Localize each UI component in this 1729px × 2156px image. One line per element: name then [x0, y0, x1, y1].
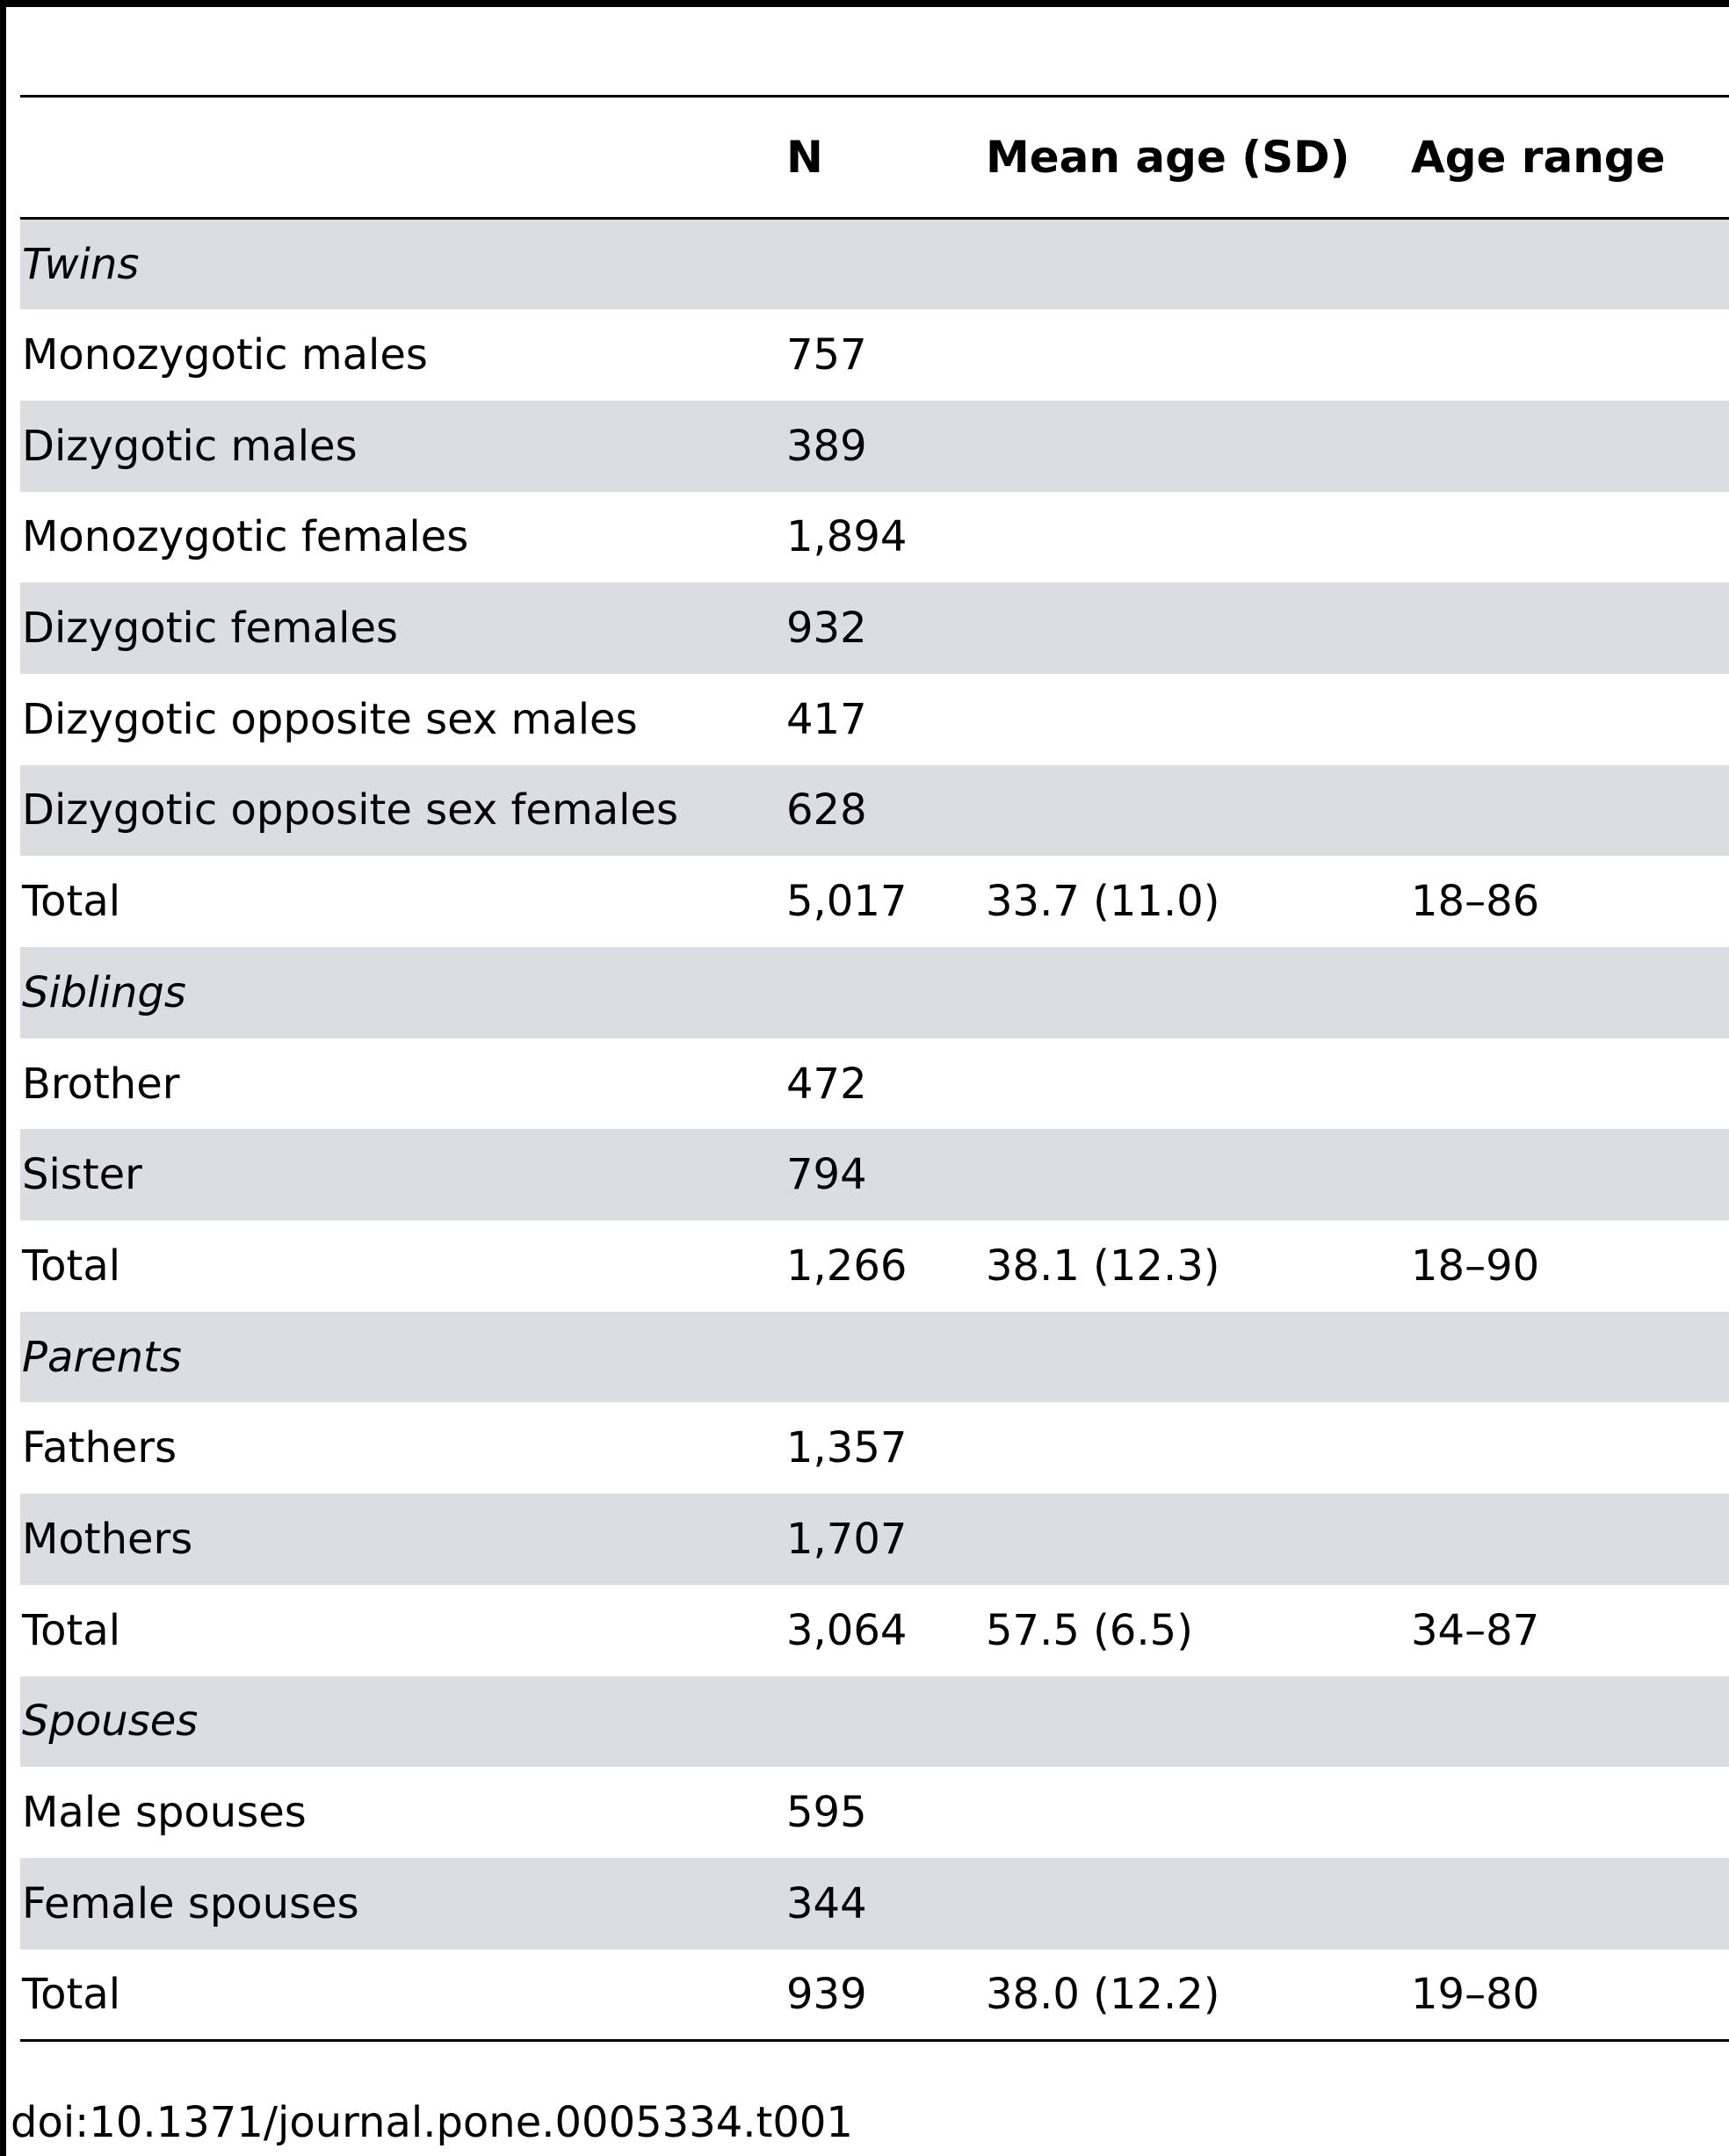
age-range-cell: [1411, 1676, 1729, 1768]
n-cell: 932: [786, 582, 986, 674]
table-row: [20, 1767, 1729, 1858]
n-cell: [786, 1676, 986, 1768]
n-cell: [786, 219, 986, 310]
age-range-cell: [1411, 1402, 1729, 1494]
header-label: [20, 97, 786, 219]
n-cell: 794: [786, 1129, 986, 1220]
row-label-cell: Dizygotic opposite sex females: [20, 765, 786, 857]
doi-caption: doi:10.1371/journal.pone.0005334.t001: [11, 2098, 853, 2147]
mean-age-cell: [986, 1038, 1411, 1130]
row-label-cell: Total: [20, 1950, 786, 2041]
mean-age-cell: [986, 1312, 1411, 1403]
age-range-cell: [1411, 1038, 1729, 1130]
mean-age-cell: [986, 309, 1411, 401]
table-group-row: [20, 1676, 1729, 1768]
table-row: [20, 401, 1729, 492]
group-label-cell: Parents: [20, 1312, 786, 1403]
table-row: [20, 1129, 1729, 1220]
table-total-row: [20, 1950, 1729, 2041]
mean-age-cell: [986, 1858, 1411, 1950]
top-rule: [0, 0, 1729, 7]
n-cell: 344: [786, 1858, 986, 1950]
age-range-cell: [1411, 1494, 1729, 1585]
group-label-cell: Twins: [20, 219, 786, 310]
table-row: [20, 1858, 1729, 1950]
age-range-cell: [1411, 219, 1729, 310]
mean-age-cell: [986, 765, 1411, 857]
mean-age-cell: [986, 1767, 1411, 1858]
age-range-cell: [1411, 947, 1729, 1038]
mean-age-cell: [986, 582, 1411, 674]
n-cell: 595: [786, 1788, 867, 1838]
age-range-cell: [1411, 765, 1729, 857]
age-range-cell: [1411, 1312, 1729, 1403]
mean-age-cell: [986, 1676, 1411, 1768]
age-range-cell: [1411, 401, 1729, 492]
age-range-cell: 18–86: [1411, 877, 1540, 927]
table-group-row: [20, 1312, 1729, 1403]
n-cell: 1,266: [786, 1241, 908, 1291]
table-group-row: [20, 219, 1729, 310]
mean-age-cell: [986, 674, 1411, 765]
table-group-row: [20, 947, 1729, 1038]
row-label-cell: Monozygotic females: [22, 512, 469, 562]
mean-age-cell: [986, 1129, 1411, 1220]
table-row: [20, 674, 1729, 765]
mean-age-cell: [986, 1494, 1411, 1585]
table-total-row: [20, 1585, 1729, 1676]
left-border-bar: [0, 0, 6, 2156]
header-age-range: Age range: [1411, 97, 1729, 219]
age-range-cell: [1411, 309, 1729, 401]
n-cell: 939: [786, 1950, 986, 2041]
row-label-cell: Total: [22, 1241, 121, 1291]
n-cell: 472: [786, 1059, 867, 1109]
table-row: [20, 1402, 1729, 1494]
table-row: [20, 1038, 1729, 1130]
row-label-cell: Female spouses: [20, 1858, 786, 1950]
table-row: [20, 492, 1729, 583]
mean-age-cell: 38.0 (12.2): [986, 1950, 1411, 2041]
table-body: [20, 219, 1729, 2041]
mean-age-cell: 33.7 (11.0): [986, 877, 1220, 927]
table-header-row: [20, 97, 1729, 219]
table-row: [20, 1494, 1729, 1585]
mean-age-cell: 57.5 (6.5): [986, 1605, 1193, 1655]
mean-age-cell: [986, 947, 1411, 1038]
n-cell: 1,707: [786, 1494, 986, 1585]
row-label-cell: Dizygotic opposite sex males: [22, 694, 638, 744]
age-range-cell: [1411, 674, 1729, 765]
age-range-cell: [1411, 1858, 1729, 1950]
age-range-cell: 18–90: [1411, 1241, 1540, 1291]
age-range-cell: [1411, 1767, 1729, 1858]
n-cell: 1,894: [786, 512, 908, 562]
age-range-cell: [1411, 492, 1729, 583]
mean-age-cell: [986, 492, 1411, 583]
table-total-row: [20, 856, 1729, 947]
n-cell: 3,064: [786, 1605, 908, 1655]
row-label-cell: Mothers: [20, 1494, 786, 1585]
row-label-cell: Total: [22, 1605, 121, 1655]
row-label-cell: Brother: [22, 1059, 180, 1109]
mean-age-cell: [986, 219, 1411, 310]
age-range-cell: 19–80: [1411, 1950, 1729, 2041]
row-label-cell: Sister: [20, 1129, 786, 1220]
n-cell: 417: [786, 694, 867, 744]
n-cell: 757: [786, 330, 867, 380]
n-cell: [786, 947, 986, 1038]
n-cell: 1,357: [786, 1423, 908, 1473]
age-range-cell: 34–87: [1411, 1605, 1540, 1655]
table-row: [20, 309, 1729, 401]
n-cell: 5,017: [786, 877, 908, 927]
n-cell: 389: [786, 401, 986, 492]
mean-age-cell: 38.1 (12.3): [986, 1241, 1220, 1291]
n-cell: 628: [786, 765, 986, 857]
row-label-cell: Total: [22, 877, 121, 927]
header-mean-age: Mean age (SD): [986, 97, 1411, 219]
header-n: N: [786, 97, 986, 219]
group-label-cell: Siblings: [20, 947, 786, 1038]
row-label-cell: Dizygotic males: [20, 401, 786, 492]
age-range-cell: [1411, 1129, 1729, 1220]
table-row: [20, 582, 1729, 674]
mean-age-cell: [986, 401, 1411, 492]
table-container: [20, 95, 1729, 2042]
mean-age-cell: [986, 1402, 1411, 1494]
row-label-cell: Fathers: [22, 1423, 177, 1473]
row-label-cell: Dizygotic females: [20, 582, 786, 674]
n-cell: [786, 1312, 986, 1403]
table-total-row: [20, 1220, 1729, 1312]
group-label-cell: Spouses: [20, 1676, 786, 1768]
row-label-cell: Monozygotic males: [22, 330, 428, 380]
table-row: [20, 765, 1729, 857]
age-range-cell: [1411, 582, 1729, 674]
demographics-table: [20, 95, 1729, 2042]
row-label-cell: Male spouses: [22, 1788, 307, 1838]
